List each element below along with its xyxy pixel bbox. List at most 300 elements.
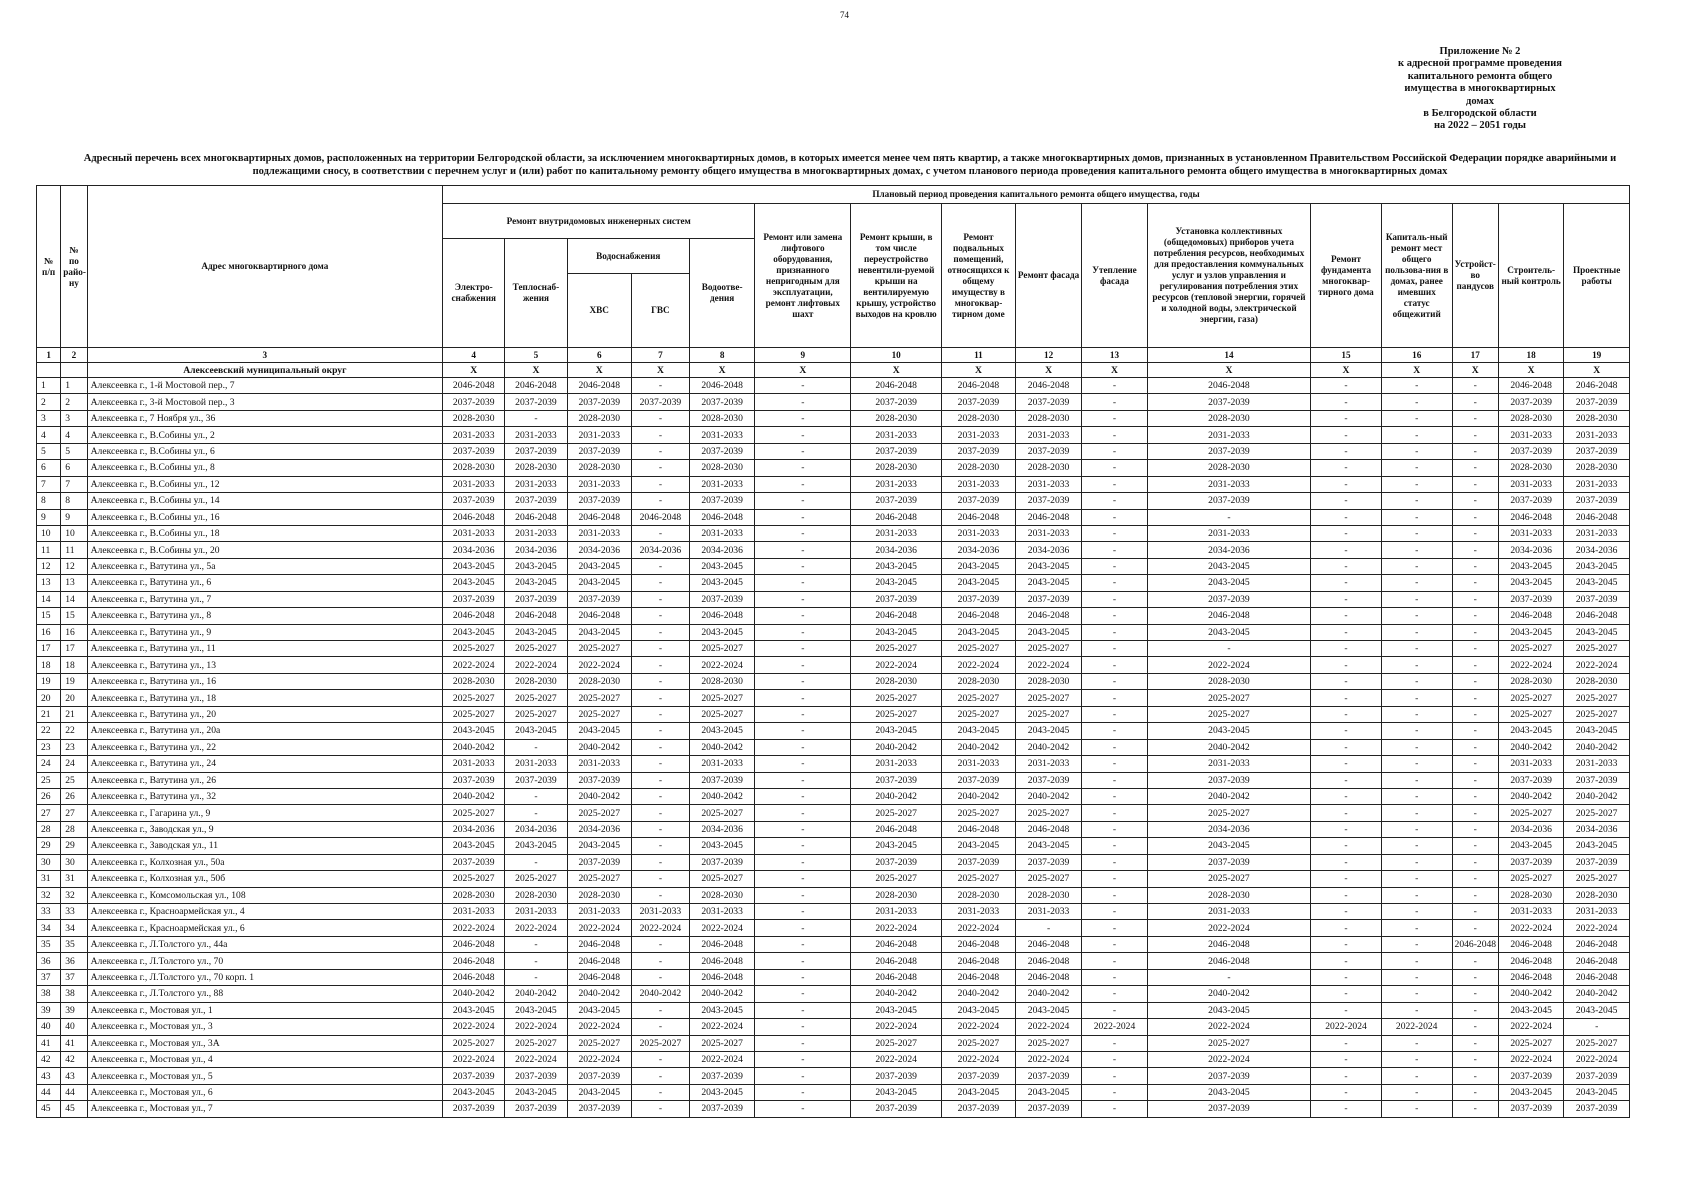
period-cell: 2043-2045 (1498, 838, 1563, 854)
period-cell: - (1452, 1101, 1498, 1117)
period-cell: 2043-2045 (505, 558, 567, 574)
table-row (37, 838, 1630, 854)
period-cell: 2043-2045 (689, 723, 754, 739)
period-cell: 2031-2033 (1015, 756, 1081, 772)
period-cell: 2025-2027 (1015, 706, 1081, 722)
table-row (37, 641, 1630, 657)
table-row (37, 673, 1630, 689)
period-cell: 2043-2045 (1147, 575, 1311, 591)
period-cell: - (1381, 871, 1452, 887)
district-name: Алексеевский муниципальный округ (87, 363, 442, 378)
period-cell: 2022-2024 (942, 657, 1016, 673)
period-cell: - (755, 1019, 851, 1035)
period-cell: 2046-2048 (443, 509, 505, 525)
period-cell: 2031-2033 (567, 427, 631, 443)
period-cell: 2037-2039 (1147, 394, 1311, 410)
row-address: Алексеевка г., Ватутина ул., 22 (87, 739, 442, 755)
period-cell: - (755, 378, 851, 394)
period-cell: 2037-2039 (443, 772, 505, 788)
period-cell: - (631, 871, 689, 887)
period-cell: - (1452, 608, 1498, 624)
period-cell: 2043-2045 (1015, 624, 1081, 640)
header-basement: Ремонт подвальных помещений, относящихся к общему имуществу в многоквар-тирном доме (942, 204, 1016, 348)
period-cell: 2037-2039 (567, 772, 631, 788)
period-cell: - (1311, 756, 1382, 772)
period-cell: - (1381, 756, 1452, 772)
period-cell: 2046-2048 (689, 953, 754, 969)
period-cell: 2046-2048 (1015, 936, 1081, 952)
table-row (37, 871, 1630, 887)
period-cell: 2043-2045 (1015, 838, 1081, 854)
period-cell: 2046-2048 (689, 969, 754, 985)
row-district-number: 38 (61, 986, 87, 1002)
row-district-number: 35 (61, 936, 87, 952)
period-cell: 2043-2045 (689, 838, 754, 854)
header-cold-water: ХВС (568, 274, 632, 347)
period-cell: 2037-2039 (1498, 1068, 1563, 1084)
period-cell: 2037-2039 (942, 1068, 1016, 1084)
period-cell: 2046-2048 (567, 936, 631, 952)
period-cell: 2040-2042 (443, 739, 505, 755)
row-district-number: 11 (61, 542, 87, 558)
period-cell: 2025-2027 (1147, 805, 1311, 821)
period-cell: 2025-2027 (1564, 805, 1630, 821)
row-district-number: 16 (61, 624, 87, 640)
period-cell: 2031-2033 (505, 525, 567, 541)
row-number: 23 (37, 739, 61, 755)
period-cell: - (1082, 525, 1147, 541)
period-cell: - (755, 641, 851, 657)
period-cell: - (1452, 493, 1498, 509)
district-mark: X (1015, 363, 1081, 378)
period-cell: 2025-2027 (443, 706, 505, 722)
period-cell: - (1082, 657, 1147, 673)
period-cell: - (1311, 624, 1382, 640)
period-cell: 2037-2039 (505, 1101, 567, 1117)
period-cell: - (1082, 871, 1147, 887)
period-cell: - (755, 460, 851, 476)
column-number: 8 (689, 348, 754, 363)
period-cell: - (1381, 460, 1452, 476)
row-number: 37 (37, 969, 61, 985)
period-cell: 2025-2027 (1015, 690, 1081, 706)
period-cell: 2025-2027 (1015, 871, 1081, 887)
period-cell: - (1452, 460, 1498, 476)
period-cell: - (1452, 756, 1498, 772)
period-cell: - (1311, 575, 1382, 591)
table-row (37, 887, 1630, 903)
row-district-number: 39 (61, 1002, 87, 1018)
period-cell: - (1452, 378, 1498, 394)
period-cell: - (1147, 509, 1311, 525)
period-cell: 2022-2024 (1015, 1051, 1081, 1067)
period-cell: 2043-2045 (942, 723, 1016, 739)
period-cell: 2043-2045 (689, 1084, 754, 1100)
period-cell: 2031-2033 (505, 476, 567, 492)
period-cell: - (1082, 1101, 1147, 1117)
row-district-number: 3 (61, 410, 87, 426)
period-cell: 2031-2033 (1147, 525, 1311, 541)
period-cell: 2037-2039 (1147, 591, 1311, 607)
period-cell: 2022-2024 (689, 1019, 754, 1035)
table-row (37, 706, 1630, 722)
column-number: 17 (1452, 348, 1498, 363)
period-cell: 2046-2048 (1564, 969, 1630, 985)
period-cell: 2031-2033 (1498, 904, 1563, 920)
period-cell: - (1381, 427, 1452, 443)
period-cell: 2046-2048 (1498, 378, 1563, 394)
period-cell: 2031-2033 (505, 756, 567, 772)
period-cell: 2040-2042 (1015, 739, 1081, 755)
period-cell: 2034-2036 (1564, 542, 1630, 558)
period-cell: 2025-2027 (567, 871, 631, 887)
row-number: 17 (37, 641, 61, 657)
period-cell: 2040-2042 (631, 986, 689, 1002)
period-cell: - (1311, 525, 1382, 541)
row-district-number: 19 (61, 673, 87, 689)
period-cell: 2037-2039 (1498, 1101, 1563, 1117)
period-cell: - (1311, 854, 1382, 870)
period-cell: - (1452, 723, 1498, 739)
period-cell: 2037-2039 (689, 493, 754, 509)
period-cell: - (1311, 821, 1382, 837)
table-row (37, 575, 1630, 591)
header-n: № п/п (37, 186, 61, 348)
column-number: 5 (505, 348, 567, 363)
period-cell: 2037-2039 (851, 394, 942, 410)
period-cell: 2040-2042 (851, 739, 942, 755)
table-row (37, 542, 1630, 558)
period-cell: - (1082, 410, 1147, 426)
table-row (37, 953, 1630, 969)
row-address: Алексеевка г., Ватутина ул., 5а (87, 558, 442, 574)
period-cell: - (1452, 591, 1498, 607)
period-cell: 2037-2039 (1015, 443, 1081, 459)
period-cell: 2043-2045 (1498, 723, 1563, 739)
period-cell: 2034-2036 (1147, 542, 1311, 558)
header-roof: Ремонт крыши, в том числе переустройство невентили-руемой крыши на вентилируемую крышу, устройство выходов на кровлю (851, 204, 942, 348)
period-cell: - (631, 608, 689, 624)
period-cell: - (631, 476, 689, 492)
period-cell: 2037-2039 (942, 772, 1016, 788)
period-cell: 2031-2033 (851, 525, 942, 541)
period-cell: - (1381, 641, 1452, 657)
period-cell: - (1452, 953, 1498, 969)
period-cell: 2037-2039 (1498, 772, 1563, 788)
period-cell: - (505, 805, 567, 821)
period-cell: 2040-2042 (443, 788, 505, 804)
period-cell: 2037-2039 (942, 1101, 1016, 1117)
period-cell: 2043-2045 (1564, 624, 1630, 640)
period-cell: 2034-2036 (443, 542, 505, 558)
period-cell: 2040-2042 (1147, 986, 1311, 1002)
row-number: 33 (37, 904, 61, 920)
period-cell: - (1311, 1051, 1382, 1067)
header-design: Проектные работы (1564, 204, 1630, 348)
period-cell: 2046-2048 (851, 936, 942, 952)
period-cell: 2046-2048 (443, 378, 505, 394)
period-cell: 2037-2039 (1015, 772, 1081, 788)
period-cell: - (631, 690, 689, 706)
period-cell: 2031-2033 (851, 476, 942, 492)
period-cell: - (1452, 969, 1498, 985)
row-number: 29 (37, 838, 61, 854)
row-district-number: 32 (61, 887, 87, 903)
period-cell: 2037-2039 (1564, 394, 1630, 410)
period-cell: 2037-2039 (851, 1101, 942, 1117)
row-address: Алексеевка г., Мостовая ул., 7 (87, 1101, 442, 1117)
period-cell: - (1311, 443, 1382, 459)
period-cell: - (1311, 657, 1382, 673)
period-cell: - (631, 525, 689, 541)
period-cell: - (631, 624, 689, 640)
period-cell: 2022-2024 (505, 920, 567, 936)
table-row (37, 608, 1630, 624)
period-cell: 2031-2033 (443, 476, 505, 492)
period-cell: - (1082, 756, 1147, 772)
period-cell: 2046-2048 (851, 608, 942, 624)
period-cell: 2046-2048 (942, 821, 1016, 837)
period-cell: 2037-2039 (1564, 443, 1630, 459)
period-cell: - (755, 986, 851, 1002)
period-cell: - (505, 854, 567, 870)
period-cell: - (631, 1019, 689, 1035)
period-cell: 2043-2045 (1147, 1002, 1311, 1018)
period-cell: - (631, 969, 689, 985)
table-row (37, 756, 1630, 772)
period-cell: - (631, 788, 689, 804)
period-cell: 2040-2042 (505, 986, 567, 1002)
period-cell: - (1082, 854, 1147, 870)
period-cell: 2037-2039 (942, 443, 1016, 459)
row-district-number: 9 (61, 509, 87, 525)
period-cell: 2037-2039 (1147, 772, 1311, 788)
period-cell: 2046-2048 (567, 509, 631, 525)
period-cell: 2043-2045 (1147, 838, 1311, 854)
row-number: 1 (37, 378, 61, 394)
period-cell: - (505, 739, 567, 755)
period-cell: - (1311, 641, 1382, 657)
period-cell: - (1452, 986, 1498, 1002)
period-cell: - (1311, 887, 1382, 903)
period-cell: 2025-2027 (851, 641, 942, 657)
period-cell: 2034-2036 (1147, 821, 1311, 837)
period-cell: 2031-2033 (443, 756, 505, 772)
district-blank (37, 363, 61, 378)
district-mark: X (1147, 363, 1311, 378)
period-cell: 2031-2033 (851, 756, 942, 772)
period-cell: 2031-2033 (689, 525, 754, 541)
period-cell: 2028-2030 (567, 887, 631, 903)
period-cell: - (1311, 608, 1382, 624)
period-cell: - (1452, 706, 1498, 722)
period-cell: 2025-2027 (1147, 706, 1311, 722)
period-cell: - (1311, 591, 1382, 607)
row-number: 31 (37, 871, 61, 887)
document-caption: Адресный перечень всех многоквартирных домов, расположенных на территории Белгородской области, за исключением многоквартирных домов, в которых имеется менее чем пять квартир, а также многоквартирных домов, признанных в установленном Правительством Российской Федерации порядке аварийными и подлежащими сносу, в соответствии с перечнем услуг и (или) работ по капитальному ремонту общего имущества в многоквартирных домах, с учетом планового периода проведения капитального ремонта общего имущества в многоквартирных домах (83, 153, 1617, 177)
row-address: Алексеевка г., Мостовая ул., 6 (87, 1084, 442, 1100)
period-cell: 2025-2027 (443, 871, 505, 887)
row-address: Алексеевка г., Мостовая ул., 3 (87, 1019, 442, 1035)
period-cell: 2025-2027 (443, 641, 505, 657)
row-number: 35 (37, 936, 61, 952)
period-cell: - (1311, 410, 1382, 426)
period-cell: 2022-2024 (851, 1019, 942, 1035)
period-cell: 2043-2045 (1564, 1002, 1630, 1018)
period-cell: - (1452, 690, 1498, 706)
row-address: Алексеевка г., В.Собины ул., 18 (87, 525, 442, 541)
period-cell: - (755, 509, 851, 525)
period-cell: - (1452, 1084, 1498, 1100)
period-cell: 2046-2048 (1015, 953, 1081, 969)
period-cell: 2031-2033 (505, 427, 567, 443)
row-address: Алексеевка г., Мостовая ул., 3А (87, 1035, 442, 1051)
period-cell: 2028-2030 (689, 887, 754, 903)
period-cell: - (631, 739, 689, 755)
period-cell: 2025-2027 (567, 641, 631, 657)
row-address: Алексеевка г., Ватутина ул., 13 (87, 657, 442, 673)
column-number: 10 (851, 348, 942, 363)
period-cell: 2043-2045 (689, 558, 754, 574)
period-cell: 2031-2033 (1564, 904, 1630, 920)
period-cell: 2025-2027 (942, 871, 1016, 887)
period-cell: 2022-2024 (1147, 657, 1311, 673)
row-number: 38 (37, 986, 61, 1002)
period-cell: - (631, 558, 689, 574)
period-cell: 2022-2024 (567, 1051, 631, 1067)
period-cell: 2043-2045 (505, 624, 567, 640)
period-cell: 2034-2036 (567, 821, 631, 837)
header-foundation: Ремонт фундамента многоквар-тирного дома (1311, 204, 1382, 348)
row-district-number: 21 (61, 706, 87, 722)
period-cell: 2043-2045 (1564, 723, 1630, 739)
period-cell: - (1452, 920, 1498, 936)
row-number: 24 (37, 756, 61, 772)
period-cell: 2043-2045 (689, 1002, 754, 1018)
period-cell: 2022-2024 (1082, 1019, 1147, 1035)
period-cell: 2022-2024 (567, 920, 631, 936)
period-cell: 2034-2036 (942, 542, 1016, 558)
period-cell: - (1452, 509, 1498, 525)
row-number: 40 (37, 1019, 61, 1035)
period-cell: - (631, 723, 689, 739)
table-row (37, 591, 1630, 607)
period-cell: 2022-2024 (1147, 1019, 1311, 1035)
period-cell: - (631, 575, 689, 591)
row-address: Алексеевка г., Заводская ул., 9 (87, 821, 442, 837)
period-cell: - (755, 920, 851, 936)
period-cell: 2037-2039 (505, 443, 567, 459)
period-cell: - (631, 460, 689, 476)
period-cell: - (755, 493, 851, 509)
row-district-number: 37 (61, 969, 87, 985)
column-number: 13 (1082, 348, 1147, 363)
period-cell: 2034-2036 (505, 542, 567, 558)
period-cell: 2025-2027 (443, 805, 505, 821)
period-cell: - (631, 756, 689, 772)
period-cell: 2022-2024 (443, 1019, 505, 1035)
period-cell: 2037-2039 (1015, 854, 1081, 870)
period-cell: 2043-2045 (942, 1084, 1016, 1100)
period-cell: 2034-2036 (689, 821, 754, 837)
period-cell: 2043-2045 (942, 838, 1016, 854)
row-number: 16 (37, 624, 61, 640)
table-row (37, 476, 1630, 492)
period-cell: 2043-2045 (1015, 723, 1081, 739)
period-cell: - (1082, 624, 1147, 640)
period-cell: 2022-2024 (689, 920, 754, 936)
period-cell: - (755, 1101, 851, 1117)
period-cell: 2043-2045 (1498, 575, 1563, 591)
period-cell: - (1381, 575, 1452, 591)
period-cell: - (1381, 904, 1452, 920)
row-address: Алексеевка г., Ватутина ул., 20а (87, 723, 442, 739)
table-row (37, 1035, 1630, 1051)
row-district-number: 14 (61, 591, 87, 607)
period-cell: - (631, 657, 689, 673)
period-cell: - (755, 476, 851, 492)
period-cell: 2037-2039 (505, 493, 567, 509)
table-row (37, 427, 1630, 443)
header-ramps: Устройст-во пандусов (1452, 204, 1498, 348)
period-cell: 2031-2033 (942, 427, 1016, 443)
row-district-number: 28 (61, 821, 87, 837)
period-cell: 2025-2027 (851, 1035, 942, 1051)
table-header (37, 186, 1630, 363)
period-cell: 2046-2048 (851, 953, 942, 969)
row-number: 6 (37, 460, 61, 476)
table-row (37, 558, 1630, 574)
period-cell: 2034-2036 (1498, 821, 1563, 837)
period-cell: 2040-2042 (1147, 739, 1311, 755)
district-mark: X (1498, 363, 1563, 378)
row-district-number: 17 (61, 641, 87, 657)
period-cell: - (1311, 838, 1382, 854)
district-mark: X (1082, 363, 1147, 378)
period-cell: - (755, 410, 851, 426)
period-cell: 2040-2042 (1498, 986, 1563, 1002)
period-cell: 2043-2045 (505, 575, 567, 591)
period-cell: 2028-2030 (1564, 460, 1630, 476)
row-district-number: 15 (61, 608, 87, 624)
period-cell: 2025-2027 (851, 706, 942, 722)
period-cell: 2046-2048 (1564, 608, 1630, 624)
row-district-number: 41 (61, 1035, 87, 1051)
period-cell: - (1381, 509, 1452, 525)
header-sewerage: Водоотве-дения (689, 239, 754, 348)
period-cell: 2022-2024 (1147, 920, 1311, 936)
period-cell: 2028-2030 (1147, 410, 1311, 426)
period-cell: - (755, 1002, 851, 1018)
period-cell: 2037-2039 (1564, 591, 1630, 607)
period-cell: - (755, 854, 851, 870)
period-cell: 2025-2027 (689, 805, 754, 821)
period-cell: - (1452, 525, 1498, 541)
period-cell: 2037-2039 (1498, 394, 1563, 410)
period-cell: 2046-2048 (851, 509, 942, 525)
period-cell: - (755, 706, 851, 722)
period-cell: - (631, 427, 689, 443)
period-cell: 2031-2033 (851, 427, 942, 443)
row-address: Алексеевка г., Ватутина ул., 7 (87, 591, 442, 607)
period-cell: - (1311, 788, 1382, 804)
period-cell: 2043-2045 (851, 558, 942, 574)
period-cell: 2043-2045 (443, 558, 505, 574)
period-cell: - (1082, 986, 1147, 1002)
row-address: Алексеевка г., Мостовая ул., 4 (87, 1051, 442, 1067)
period-cell: - (1381, 739, 1452, 755)
period-cell: - (1082, 493, 1147, 509)
